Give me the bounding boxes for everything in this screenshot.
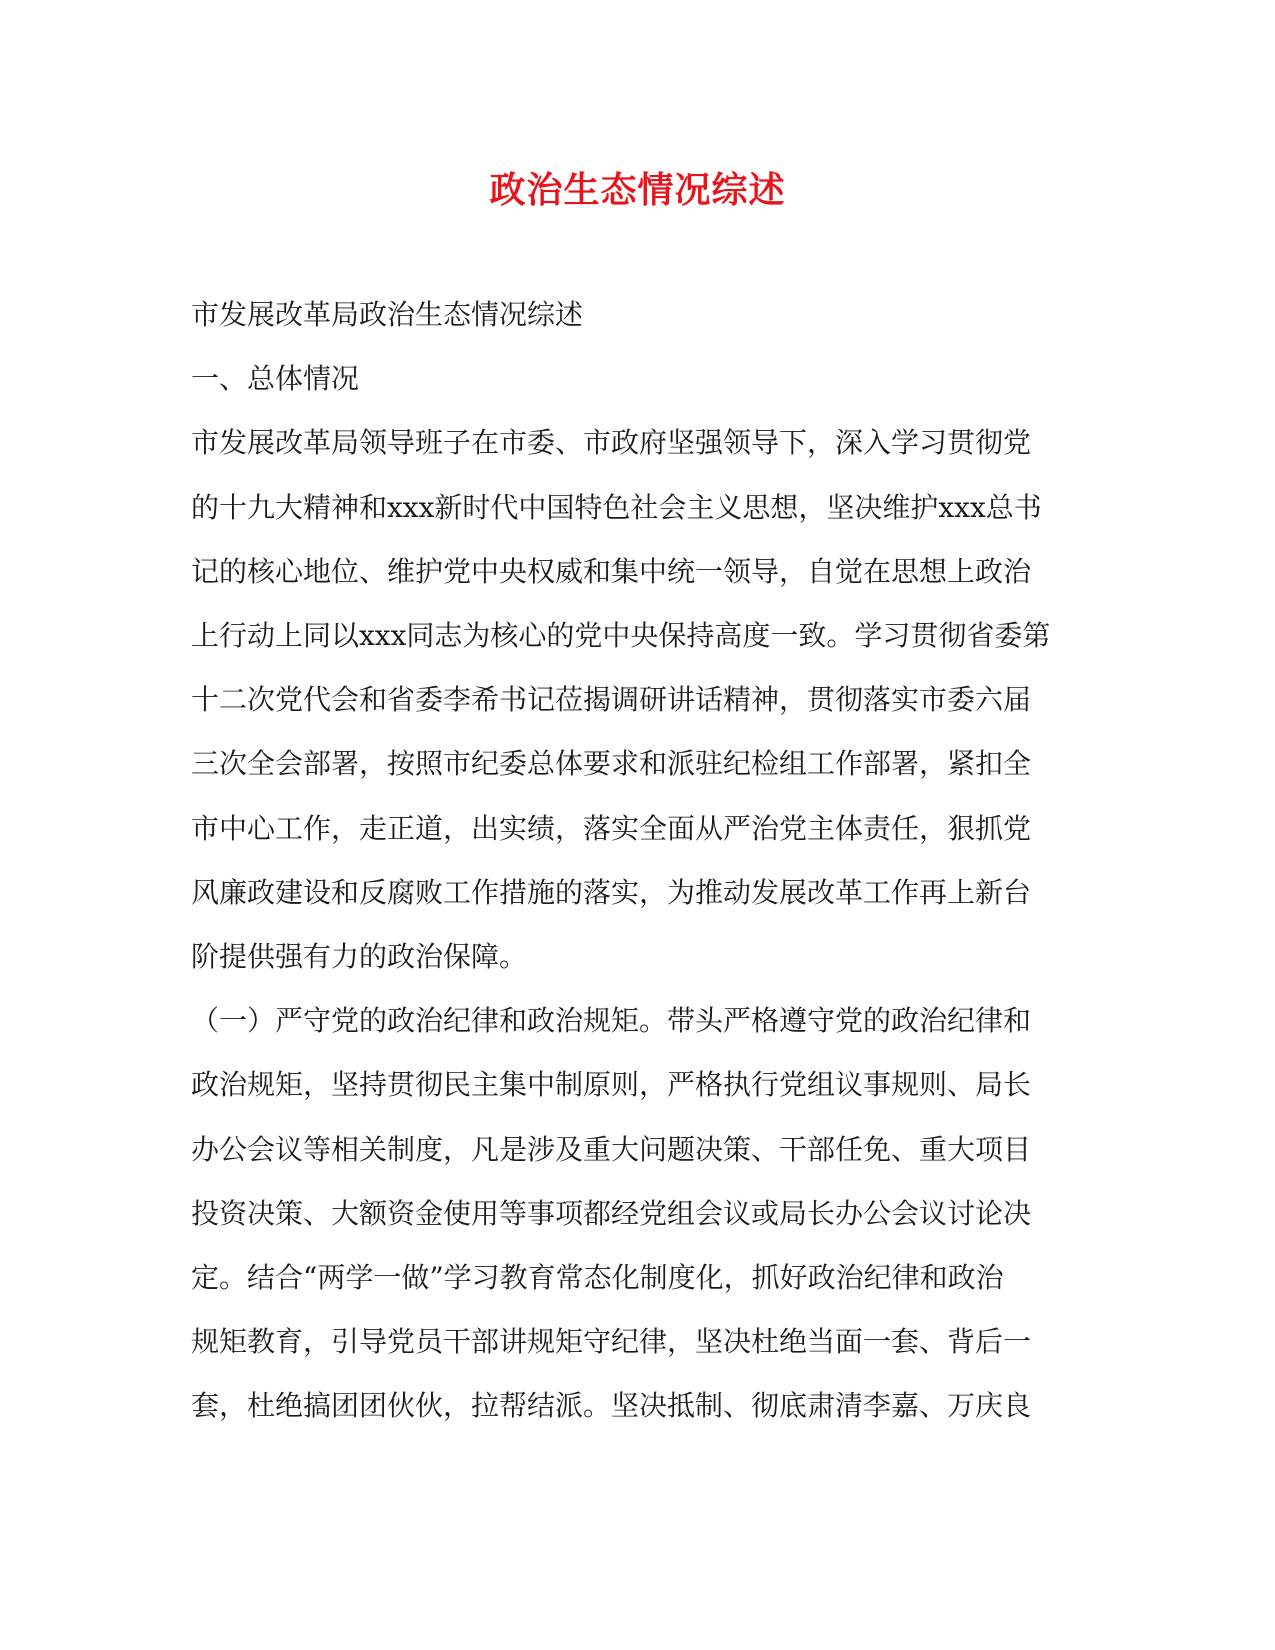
subsection-line: （一）严守党的政治纪律和政治规矩。带头严格遵守党的政治纪律和 — [191, 1004, 1032, 1038]
paragraph-line: 三次全会部署，按照市纪委总体要求和派驻纪检组工作部署，紧扣全 — [191, 747, 1032, 781]
paragraph-line: 投资决策、大额资金使用等事项都经党组会议或局长办公会议讨论决 — [191, 1196, 1032, 1230]
paragraph-line: 十二次党代会和省委李希书记莅揭调研讲话精神，贯彻落实市委六届 — [191, 683, 1032, 717]
paragraph-line: 市发展改革局领导班子在市委、市政府坚强领导下，深入学习贯彻党 — [191, 426, 1032, 460]
paragraph-line: 定。结合“两学一做”学习教育常态化制度化，抓好政治纪律和政治 — [191, 1261, 1004, 1295]
paragraph-line: 套，杜绝搞团团伙伙，拉帮结派。坚决抵制、彻底肃清李嘉、万庆良 — [191, 1389, 1032, 1423]
paragraph-line: 记的核心地位、维护党中央权威和集中统一领导，自觉在思想上政治 — [191, 554, 1032, 588]
subtitle-line: 市发展改革局政治生态情况综述 — [191, 298, 584, 331]
paragraph-line: 规矩教育，引导党员干部讲规矩守纪律，坚决杜绝当面一套、背后一 — [191, 1325, 1032, 1359]
paragraph-line: 办公会议等相关制度，凡是涉及重大问题决策、干部任免、重大项目 — [191, 1132, 1032, 1166]
paragraph-line: 市中心工作，走正道，出实绩，落实全面从严治党主体责任，狠抓党 — [191, 811, 1032, 845]
paragraph-line: 的十九大精神和xxx新时代中国特色社会主义思想，坚决维护xxx总书 — [191, 490, 1042, 524]
document-title: 政治生态情况综述 — [489, 169, 786, 211]
document-body — [191, 283, 1091, 1439]
paragraph-line: 政治规矩，坚持贯彻民主集中制原则，严格执行党组议事规则、局长 — [191, 1068, 1032, 1102]
paragraph-line: 风廉政建设和反腐败工作措施的落实，为推动发展改革工作再上新台 — [191, 875, 1032, 909]
paragraph-line: 阶提供强有力的政治保障。 — [191, 940, 528, 974]
section-heading: 一、总体情况 — [191, 362, 360, 396]
paragraph-line: 上行动上同以xxx同志为核心的党中央保持高度一致。学习贯彻省委第 — [191, 619, 1051, 653]
